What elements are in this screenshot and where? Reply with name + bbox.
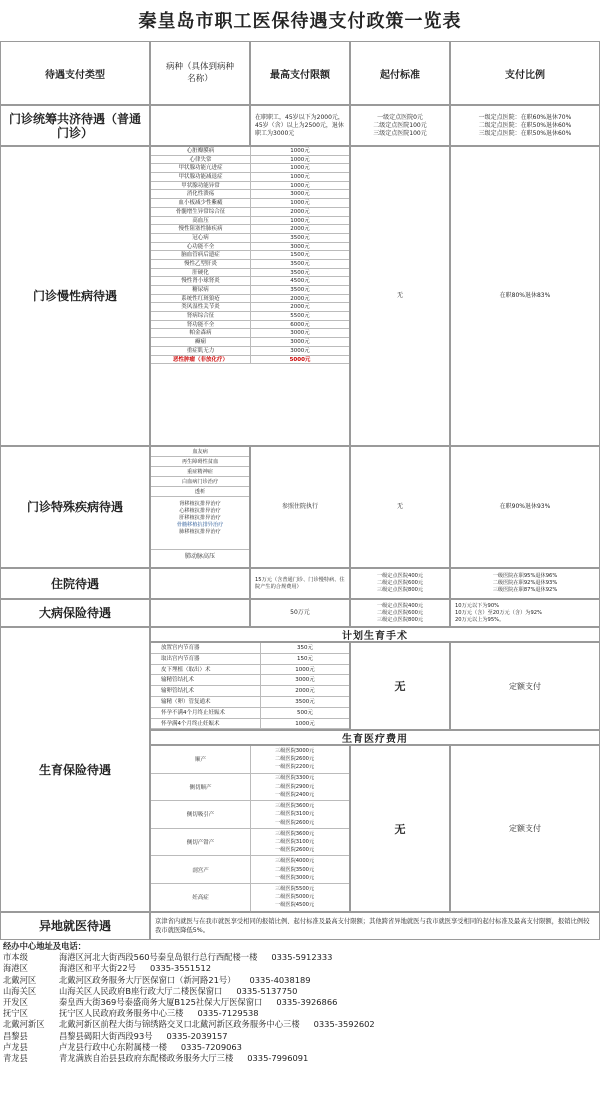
address-text: 海港区河北大街西段560号秦皇岛银行总行西配楼一楼 (59, 952, 258, 963)
address-district: 山海关区 (3, 985, 37, 996)
care-item-tiers (251, 774, 349, 801)
address-text: 海港区和平大街22号 (59, 963, 136, 974)
chronic-disease-limit: 1000元 (251, 173, 349, 182)
plan-list (150, 642, 350, 730)
care-tier: 一级医院2600元 (275, 847, 315, 854)
chronic-disease-name: 心律失常 (151, 156, 251, 165)
critical-threshold-1: 一级定点医院400元 (376, 602, 424, 609)
outpatient-threshold-3: 三级定点医院100元 (373, 129, 427, 137)
chronic-disease-name: 肝硬化 (151, 269, 251, 278)
chronic-disease-name: 甲状腺功能异常 (151, 182, 251, 191)
special-disease-list (150, 446, 250, 568)
critical-ratio-2: 10万元（含）至20万元（含）为92% (455, 610, 542, 616)
chronic-disease-limit: 5500元 (251, 312, 349, 321)
care-tier: 二级医院3100元 (275, 838, 315, 845)
chronic-disease-limit: 1000元 (251, 147, 349, 156)
maternity-label: 生育保险待遇 (0, 627, 150, 912)
chronic-row (151, 312, 349, 321)
plan-item-limit: 3000元 (261, 675, 349, 686)
special-item: 再生障碍性贫血 (151, 457, 249, 467)
special-threshold: 无 (350, 446, 450, 568)
address-row (3, 997, 597, 1008)
plan-row (151, 708, 349, 719)
chronic-disease-limit: 2000元 (251, 295, 349, 304)
address-text: 抚宁区人民政府政务服务中心三楼 (59, 1008, 184, 1019)
outpatient-max: 在职职工，45岁以下为2000元，45岁（含）以上为2500元，退休职工为3000元 (250, 105, 350, 146)
chronic-disease-name: 糖尿病 (151, 286, 251, 295)
special-item: 透析 (151, 487, 249, 497)
chronic-disease-limit: 3000元 (251, 338, 349, 347)
plan-item-limit: 1000元 (261, 665, 349, 676)
care-item-name: 侧切顺产 (151, 774, 251, 801)
address-phone: 0335-4038189 (249, 974, 311, 985)
page-title: 秦皇岛市职工医保待遇支付政策一览表 (138, 11, 462, 32)
outpatient-threshold-1: 一级定点医院0元 (377, 113, 423, 121)
outpatient-threshold (350, 105, 450, 146)
special-item: 重症精神症 (151, 467, 249, 477)
address-district: 青龙县 (3, 1053, 28, 1064)
care-item-tiers (251, 829, 349, 856)
plan-title: 计划生育手术 (150, 627, 600, 642)
inpatient-threshold-1: 一级定点医院400元 (376, 573, 424, 579)
critical-ratio-1: 10万元以下为90% (455, 603, 500, 609)
chronic-disease-limit: 3500元 (251, 260, 349, 269)
address-row (3, 1053, 597, 1064)
chronic-disease-name: 肾功能不全 (151, 321, 251, 330)
chronic-disease-limit: 3000元 (251, 329, 349, 338)
chronic-disease-limit: 3000元 (251, 190, 349, 199)
care-ratio: 定额支付 (450, 745, 600, 912)
address-text: 昌黎县碣阳大街西段93号 (59, 1030, 153, 1041)
address-section (0, 940, 600, 1090)
chronic-row (151, 251, 349, 260)
care-tier: 三级医院5500元 (275, 885, 315, 892)
plan-item-name: 放置宫内节育器 (151, 643, 261, 654)
col-max: 最高支付限额 (250, 41, 350, 105)
chronic-row (151, 338, 349, 347)
care-item-tiers (251, 801, 349, 828)
chronic-disease-name: 高血压 (151, 217, 251, 226)
chronic-disease-limit: 1000元 (251, 156, 349, 165)
special-item: 肺动脉高压 (184, 553, 215, 560)
chronic-disease-name: 系统性红斑狼疮 (151, 295, 251, 304)
care-tier: 二级医院5000元 (275, 894, 315, 901)
care-tier: 二级医院3500元 (275, 866, 315, 873)
chronic-disease-limit: 3500元 (251, 234, 349, 243)
chronic-disease-name: 帕金森病 (151, 329, 251, 338)
special-item: 白血病门诊治疗 (151, 477, 249, 487)
chronic-disease-name: 心功能不全 (151, 243, 251, 252)
plan-row (151, 675, 349, 686)
chronic-row (151, 286, 349, 295)
chronic-row (151, 303, 349, 312)
care-tier: 一级医院2600元 (275, 819, 315, 826)
chronic-disease-name: 恶性肿瘤（非放化疗） (151, 356, 251, 365)
address-phone: 0335-3551512 (149, 963, 211, 974)
address-title: 经办中心地址及电话： (3, 941, 86, 951)
plan-item-limit: 150元 (261, 654, 349, 665)
chronic-label: 门诊慢性病待遇 (0, 146, 150, 446)
care-tier: 一级医院3000元 (275, 874, 315, 881)
outpatient-ratio-1: 一级定点医院：在职60%退休70% (478, 113, 572, 121)
inpatient-ratio (450, 568, 600, 599)
critical-disease (150, 599, 250, 627)
address-phone: 0335-7996091 (247, 1053, 309, 1064)
plan-item-limit: 3500元 (261, 697, 349, 708)
chronic-disease-name: 类风湿性关节炎 (151, 303, 251, 312)
critical-max: 50万元 (250, 599, 350, 627)
address-phone: 0335-7129538 (197, 1008, 259, 1019)
special-item: 血友病 (151, 447, 249, 457)
address-text: 卢龙县行政中心东附属楼一楼 (59, 1041, 167, 1052)
chronic-disease-limit: 3500元 (251, 269, 349, 278)
inpatient-threshold (350, 568, 450, 599)
care-item-name: 顺产 (151, 746, 251, 773)
care-row (151, 829, 349, 857)
plan-threshold: 无 (350, 642, 450, 730)
inpatient-max: 15万元（含普通门诊、门诊慢特病、住院产生的合规费用） (250, 568, 350, 599)
care-item-name: 剖宫产 (151, 856, 251, 883)
address-row (3, 963, 597, 974)
plan-row (151, 686, 349, 697)
care-item-tiers (251, 746, 349, 773)
chronic-row (151, 277, 349, 286)
chronic-disease-limit: 6000元 (251, 321, 349, 330)
care-title: 生育医疗费用 (150, 730, 600, 745)
plan-item-name: 怀孕不满4个月终止妊娠术 (151, 708, 261, 719)
address-district: 开发区 (3, 997, 28, 1008)
chronic-disease-name: 甲状腺功能减退症 (151, 173, 251, 182)
special-item: 心移植抗排异治疗 (179, 508, 221, 514)
chronic-disease-name: 慢性乙型肝炎 (151, 260, 251, 269)
care-tier: 一级医院4500元 (275, 902, 315, 909)
chronic-disease-name: 肾病综合征 (151, 312, 251, 321)
address-row (3, 1031, 597, 1042)
col-disease: 病种（具体到病种名称） (150, 41, 250, 105)
care-row (151, 801, 349, 829)
outpatient-label: 门诊统筹共济待遇（普通门诊） (0, 105, 150, 146)
critical-threshold (350, 599, 450, 627)
chronic-ratio: 在职80%退休83% (450, 146, 600, 446)
chronic-disease-limit: 2000元 (251, 303, 349, 312)
care-item-name: 侧切产钳产 (151, 829, 251, 856)
plan-item-name: 输卵管结扎术 (151, 686, 261, 697)
care-tier: 二级医院2600元 (275, 756, 315, 763)
chronic-disease-limit: 3000元 (251, 243, 349, 252)
chronic-row (151, 356, 349, 365)
inpatient-threshold-3: 三级定点医院800元 (376, 587, 424, 593)
chronic-row (151, 321, 349, 330)
chronic-disease-name: 脑血管病后遗症 (151, 251, 251, 260)
address-row (3, 1008, 597, 1019)
care-row (151, 884, 349, 912)
inpatient-ratio-2: 二级医院在职92%退休93% (492, 580, 558, 586)
outpatient-ratio-3: 三级定点医院：在职50%退休60% (478, 129, 572, 137)
address-text: 秦皇西大街369号泰盛商务大厦B125社保大厅医保窗口 (59, 997, 263, 1008)
remote-label: 异地就医待遇 (0, 912, 150, 940)
remote-text: 京津省内就医与在我市就医享受相同的报销比例、起付标准及最高支付限额；其他跨省异地就医与我市就医享受相同的起付标准及最高支付限额，报销比例较我市就医降低5%。 (150, 912, 600, 940)
plan-row (151, 719, 349, 730)
address-phone: 0335-5137750 (236, 985, 298, 996)
care-row (151, 746, 349, 774)
care-item-name: 侧切吸引产 (151, 801, 251, 828)
address-phone: 0335-2039157 (166, 1030, 228, 1041)
address-row (3, 1042, 597, 1053)
chronic-disease-limit: 2000元 (251, 208, 349, 217)
plan-item-name: 皮下埋植（取出）术 (151, 665, 261, 676)
chronic-disease-limit: 3500元 (251, 286, 349, 295)
care-item-tiers (251, 884, 349, 911)
address-district: 海港区 (3, 963, 28, 974)
address-row (3, 1019, 597, 1030)
care-row (151, 856, 349, 884)
chronic-disease-list (150, 146, 350, 446)
address-text: 青龙满族自治县县政府东配楼政务服务大厅三楼 (59, 1053, 234, 1064)
inpatient-label: 住院待遇 (0, 568, 150, 599)
chronic-disease-limit: 1000元 (251, 199, 349, 208)
address-text: 北戴河区政务服务大厅医保窗口（新河路21号） (59, 974, 236, 985)
address-district: 北戴河区 (3, 974, 37, 985)
chronic-row (151, 234, 349, 243)
chronic-disease-name: 癫痫 (151, 338, 251, 347)
address-phone: 0335-3926866 (276, 997, 338, 1008)
chronic-disease-name: 重症肌无力 (151, 347, 251, 356)
plan-ratio: 定额支付 (450, 642, 600, 730)
care-tier: 二级医院2900元 (275, 783, 315, 790)
address-phone: 0335-7209063 (180, 1041, 242, 1052)
care-list (150, 745, 350, 912)
inpatient-ratio-3: 三级医院在职87%退休92% (492, 587, 558, 593)
chronic-disease-name: 冠心病 (151, 234, 251, 243)
chronic-disease-limit: 4500元 (251, 277, 349, 286)
chronic-disease-limit: 3000元 (251, 347, 349, 356)
inpatient-disease (150, 568, 250, 599)
outpatient-disease (150, 105, 250, 146)
address-text: 北戴河新区前程大街与锦绣路交叉口北戴河新区政务服务中心三楼 (59, 1019, 300, 1030)
care-tier: 三级医院3000元 (275, 747, 315, 754)
address-district: 昌黎县 (3, 1030, 28, 1041)
special-item: 肝移植抗排异治疗 (179, 515, 221, 521)
inpatient-ratio-1: 一级医院在职95%退休96% (492, 573, 558, 579)
chronic-disease-limit: 1000元 (251, 164, 349, 173)
plan-item-limit: 500元 (261, 708, 349, 719)
chronic-disease-name: 消化性溃疡 (151, 190, 251, 199)
chronic-disease-name: 甲状腺功能亢进症 (151, 164, 251, 173)
chronic-row (151, 329, 349, 338)
col-type: 待遇支付类型 (0, 41, 150, 105)
address-text: 山海关区人民政府B座行政大厅二楼医保窗口 (59, 985, 223, 996)
address-district: 市本级 (3, 952, 28, 963)
chronic-disease-name: 血小板减少性紫癜 (151, 199, 251, 208)
chronic-disease-limit: 2000元 (251, 225, 349, 234)
special-item: 肺移植抗排异治疗 (179, 529, 221, 535)
chronic-disease-name: 慢性肾小球肾炎 (151, 277, 251, 286)
chronic-row (151, 217, 349, 226)
care-tier: 三级医院3600元 (275, 803, 315, 810)
chronic-row (151, 208, 349, 217)
special-max: 参照住院执行 (250, 446, 350, 568)
outpatient-ratio (450, 105, 600, 146)
care-row (151, 774, 349, 802)
chronic-row (151, 182, 349, 191)
chronic-row (151, 147, 349, 156)
chronic-row (151, 199, 349, 208)
critical-threshold-3: 三级定点医院800元 (376, 616, 424, 623)
chronic-disease-name: 骨髓增生异常综合征 (151, 208, 251, 217)
critical-ratio (450, 599, 600, 627)
plan-item-name: 输精管结扎术 (151, 675, 261, 686)
plan-row (151, 643, 349, 654)
care-tier: 三级医院4000元 (275, 858, 315, 865)
special-label: 门诊特殊疾病待遇 (0, 446, 150, 568)
plan-item-name: 输精（卵）管复通术 (151, 697, 261, 708)
address-district: 抚宁区 (3, 1008, 28, 1019)
plan-item-name: 取出宫内节育器 (151, 654, 261, 665)
chronic-disease-limit: 5000元 (251, 356, 349, 365)
chronic-disease-limit: 1000元 (251, 217, 349, 226)
critical-ratio-3: 20万元以上为95%。 (455, 617, 505, 623)
care-tier: 一级医院2200元 (275, 764, 315, 771)
plan-item-limit: 350元 (261, 643, 349, 654)
outpatient-threshold-2: 二级定点医院100元 (373, 121, 427, 129)
care-tier: 三级医院3300元 (275, 775, 315, 782)
chronic-row (151, 225, 349, 234)
plan-row (151, 665, 349, 676)
inpatient-threshold-2: 二级定点医院600元 (376, 580, 424, 586)
chronic-threshold: 无 (350, 146, 450, 446)
address-phone: 0335-5912333 (271, 952, 333, 963)
address-row (3, 975, 597, 986)
care-threshold: 无 (350, 745, 450, 912)
chronic-row (151, 269, 349, 278)
address-district: 卢龙县 (3, 1041, 28, 1052)
chronic-disease-name: 慢性阻塞性肺疾病 (151, 225, 251, 234)
address-phone: 0335-3592602 (313, 1019, 375, 1030)
care-tier: 三级医院3600元 (275, 830, 315, 837)
plan-item-limit: 2000元 (261, 686, 349, 697)
chronic-row (151, 295, 349, 304)
chronic-row (151, 164, 349, 173)
special-ratio: 在职90%退休93% (450, 446, 600, 568)
chronic-row (151, 243, 349, 252)
chronic-row (151, 173, 349, 182)
special-item: 骨髓移植抗排异治疗 (176, 522, 224, 528)
address-row (3, 952, 597, 963)
col-threshold: 起付标准 (350, 41, 450, 105)
special-item: 肾移植抗排异治疗 (179, 501, 221, 507)
address-row (3, 986, 597, 997)
plan-row (151, 654, 349, 665)
plan-item-name: 怀孕满4个月终止妊娠术 (151, 719, 261, 730)
care-item-name: 妊高症 (151, 884, 251, 911)
care-tier: 一级医院2400元 (275, 792, 315, 799)
critical-label: 大病保险待遇 (0, 599, 150, 627)
chronic-disease-limit: 1500元 (251, 251, 349, 260)
chronic-row (151, 190, 349, 199)
col-ratio: 支付比例 (450, 41, 600, 105)
critical-threshold-2: 二级定点医院600元 (376, 609, 424, 616)
address-district: 北戴河新区 (3, 1019, 45, 1030)
outpatient-ratio-2: 二级定点医院：在职50%退休60% (478, 121, 572, 129)
plan-item-limit: 1000元 (261, 719, 349, 730)
chronic-disease-limit: 1000元 (251, 182, 349, 191)
chronic-row (151, 260, 349, 269)
care-tier: 二级医院3100元 (275, 811, 315, 818)
care-item-tiers (251, 856, 349, 883)
plan-row (151, 697, 349, 708)
chronic-row (151, 347, 349, 356)
chronic-row (151, 156, 349, 165)
chronic-disease-name: 心脏瓣膜病 (151, 147, 251, 156)
